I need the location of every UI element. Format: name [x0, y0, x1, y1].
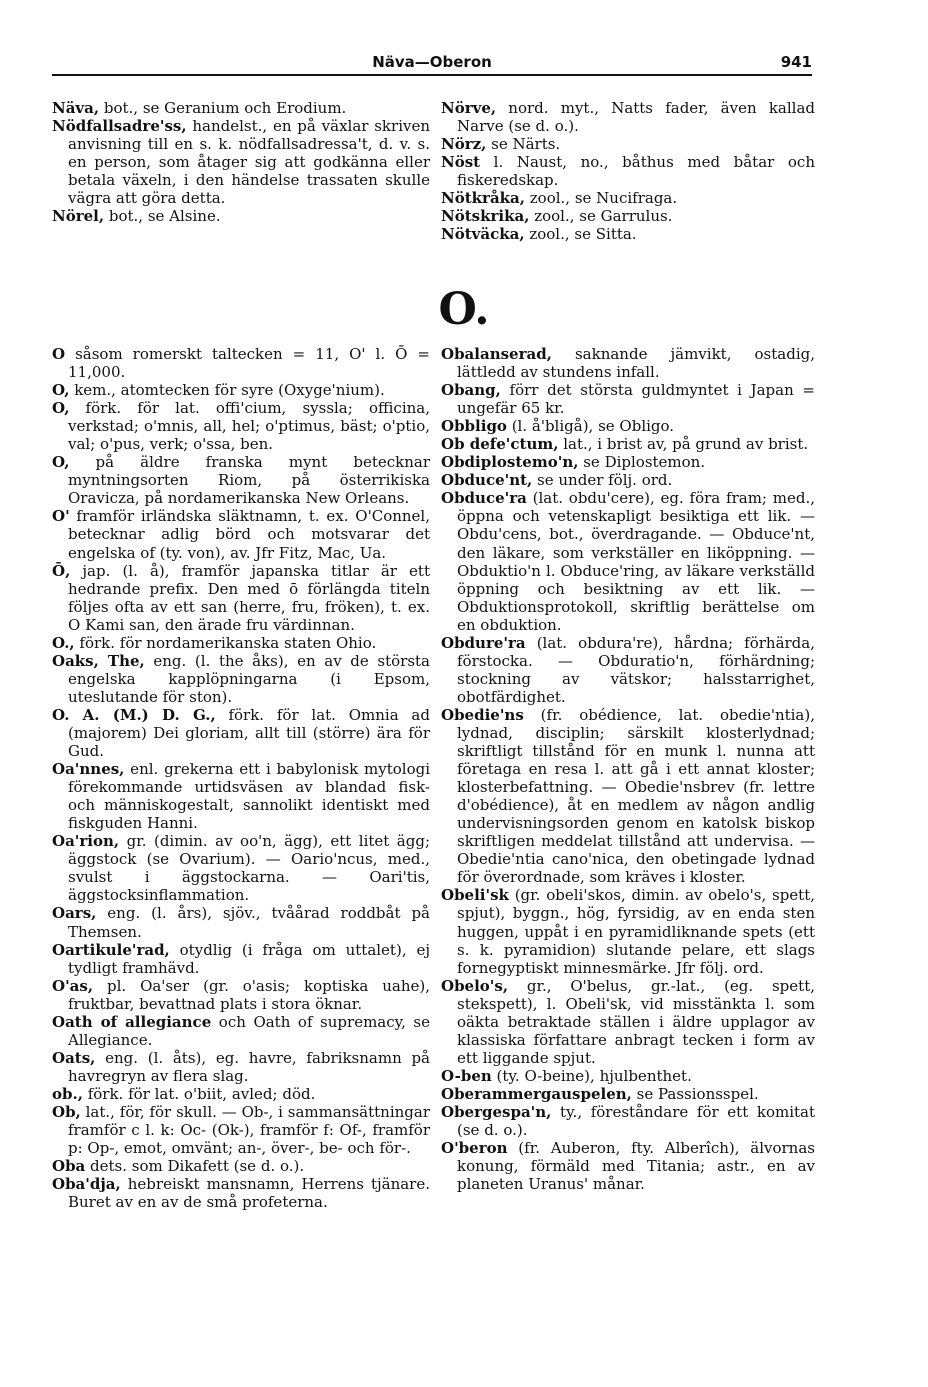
entry-headword: Nötskrika, [441, 207, 530, 226]
dictionary-entry [52, 507, 430, 561]
entry-headword: Näva, [52, 99, 100, 117]
entry-headword: O [52, 345, 66, 363]
entry-definition: bot., se Alsine. [104, 207, 221, 226]
dictionary-entry [441, 977, 815, 1067]
entry-headword: ob., [52, 1084, 83, 1103]
entry-definition: (ty. O-beine), hjulbenthet. [491, 1066, 692, 1085]
entry-definition: och Oath of supremacy, se Allegiance. [68, 1012, 431, 1049]
dictionary-entry [52, 1085, 430, 1103]
dictionary-entry [441, 1139, 815, 1193]
entry-headword: Nötkråka, [441, 189, 525, 208]
dictionary-entry [441, 471, 815, 489]
page-number: 941 [780, 53, 812, 71]
entry-definition: enl. grekerna ett i babylonisk mytologi förekommande urtidsväsen av blandad fisk- och människogestalt, sannolikt identiskt med fiskguden Hanni. [68, 760, 430, 833]
entry-headword: Nötväcka, [441, 225, 525, 244]
dictionary-entry [441, 634, 815, 706]
entry-definition: nord. myt., Natts fader, även kallad Narve (se d. o.). [457, 99, 815, 136]
entry-definition: gr., O'belus, gr.-lat., (eg. spett, stekspett), l. Obeli'sk, vid misstänkta l. som oäkta betraktade ställen i äldre upplagor av klassiska författare anbragt tecken i form av ett liggande spjut. [457, 976, 815, 1067]
dictionary-entry [441, 453, 815, 471]
dictionary-entry [52, 977, 430, 1013]
entry-headword: Oba [52, 1157, 86, 1176]
entry-definition: zool., se Nucifraga. [525, 189, 678, 208]
dictionary-entry [52, 706, 430, 760]
dictionary-entry [52, 652, 430, 706]
main-left-column [52, 345, 430, 1211]
dictionary-entry [441, 1103, 815, 1139]
section-letter: O. [438, 284, 490, 335]
entry-definition: (lat. obdura're), hårdna; förhärda, förstocka. — Obduratio'n, förhärdning; stockning av vätskor; halsstarrighet, obotfärdighet. [457, 633, 815, 706]
dictionary-entry [441, 207, 815, 225]
entry-headword: Nödfallsadre'ss, [52, 117, 187, 136]
entry-headword: Obeli'sk [441, 886, 509, 905]
dictionary-entry [52, 399, 430, 453]
dictionary-entry [441, 345, 815, 381]
dictionary-entry [52, 381, 430, 399]
entry-headword: Oaks, The, [52, 651, 145, 670]
entry-definition: se Diplostemon. [578, 453, 706, 472]
dictionary-entry [52, 1049, 430, 1085]
entry-headword: Oberammergauspelen, [441, 1084, 632, 1103]
entry-definition: förr det största guldmyntet i Japan = ungefär 65 kr. [457, 381, 815, 418]
entry-definition: förk. för lat. o'biit, avled; död. [82, 1084, 316, 1103]
dictionary-entry [52, 941, 430, 977]
entry-definition: framför irländska släktnamn, t. ex. O'Connel, betecknar adlig börd och motsvarar det engelska of (ty. von), av. Jfr Fitz, Mac, Ua. [68, 507, 430, 562]
entry-headword: Obbligo [441, 417, 507, 436]
entry-headword: O, [52, 381, 70, 400]
entry-definition: förk. för lat. Omnia ad (majorem) Dei gloriam, allt till (större) ära för Gud. [68, 705, 430, 761]
entry-definition: förk. för lat. offi'cium, syssla; officina, verkstad; o'mnis, all, hel; o'ptimus, bäst; o'ptio, val; o'pus, verk; o'ssa, ben. [68, 399, 430, 454]
dictionary-entry [441, 489, 815, 633]
dictionary-entry [52, 99, 430, 117]
dictionary-entry [52, 207, 430, 225]
entry-definition: saknande jämvikt, ostadig, lättledd av stundens infall. [457, 345, 815, 382]
entry-definition: (fr. obédience, lat. obedie'ntia), lydnad, disciplin; särskilt klosterlydnad; skriftligt tillstånd för en munk l. nunna att företaga en resa l. att gå i ett annat kloster; klosterbefattning. — Obedie'nsbrev (fr. lettre d'obédience), åt en medlem av någon andlig undervisningsorden genom en katolsk biskop skriftligen meddelat tillstånd att undervisa. — Obedie'ntia cano'nica, den obetingade lydnad för överordnade, som kräves i kloster. [457, 705, 815, 887]
entry-definition: på äldre franska mynt betecknar myntningsorten Riom, på österrikiska Oravicza, på nordamerikanska New Orleans. [68, 453, 430, 508]
entry-headword: Nörel, [52, 207, 105, 226]
dictionary-entry [441, 189, 815, 207]
main-right-column [441, 345, 815, 1193]
dictionary-entry [441, 99, 815, 135]
entry-headword: O, [52, 399, 70, 418]
entry-headword: Obalanserad, [441, 345, 552, 363]
entry-headword: O' [52, 507, 70, 526]
entry-headword: O, [52, 453, 70, 472]
entry-definition: hebreiskt mansnamn, Herrens tjänare. Buret av en av de små profeterna. [68, 1175, 430, 1212]
dictionary-entry [52, 1103, 430, 1157]
dictionary-entry [52, 904, 430, 940]
entry-headword: Oats, [52, 1048, 96, 1067]
entry-definition: bot., se Geranium och Erodium. [99, 99, 347, 117]
dictionary-entry [441, 1067, 815, 1085]
entry-headword: O., [52, 633, 75, 652]
entry-headword: Obang, [441, 381, 501, 400]
dictionary-entry [52, 117, 430, 207]
dictionary-entry [52, 760, 430, 832]
dictionary-entry [52, 453, 430, 507]
entry-definition: dets. som Dikafett (se d. o.). [85, 1157, 305, 1176]
dictionary-entry [441, 135, 815, 153]
entry-definition: zool., se Garrulus. [529, 207, 673, 226]
entry-definition: (gr. obeli'skos, dimin. av obelo's, spett, spjut), byggn., hög, fyrsidig, av en enda sten huggen, uppåt i en pyramidliknande spets (ett s. k. pyramidion) slutande pelare, ett slags fornegyptiskt minnesmärke. Jfr följ. ord. [457, 886, 815, 977]
top-left-column [52, 99, 430, 225]
entry-headword: Nöst [441, 153, 481, 172]
entry-definition: gr. (dimin. av oo'n, ägg), ett litet ägg; äggstock (se Ovarium). — Oario'ncus, med., svulst i äggstockarna. — Oari'tis, äggstocksinflammation. [68, 832, 430, 905]
entry-headword: Oartikule'rad, [52, 940, 170, 959]
section-letter-heading [0, 285, 928, 335]
dictionary-entry [52, 1013, 430, 1049]
running-title: Näva—Oberon [372, 53, 492, 71]
dictionary-entry [52, 634, 430, 652]
entry-headword: O. A. (M.) D. G., [52, 705, 216, 724]
dictionary-entry [441, 225, 815, 243]
entry-definition: jap. (l. å), framför japanska titlar är ett hedrande prefix. Den med ō förlängda titeln följes ofta av ett san (herre, fru, fröken), t. ex. O Kami san, den ärade fru värdinnan. [68, 561, 430, 634]
entry-definition: (fr. Auberon, fty. Alberîch), älvornas konung, förmäld med Titania; astr., en av planeten Uranus' månar. [457, 1139, 815, 1194]
entry-headword: Obdure'ra [441, 633, 526, 652]
dictionary-entry [441, 417, 815, 435]
entry-definition: l. Naust, no., båthus med båtar och fiskeredskap. [457, 153, 815, 190]
entry-definition: se under följ. ord. [532, 471, 673, 490]
entry-headword: Obdiplostemo'n, [441, 453, 579, 472]
entry-headword: O'as, [52, 976, 94, 995]
dictionary-entry [441, 435, 815, 453]
entry-definition: ty., föreståndare för ett komitat (se d. o.). [457, 1102, 815, 1140]
entry-definition: eng. (l. the åks), en av de största engelska kapplöpningarna (i Epsom, uteslutande för ston). [68, 651, 430, 706]
entry-headword: Oa'nnes, [52, 760, 125, 779]
entry-headword: Obedie'ns [441, 705, 524, 724]
entry-definition: otydlig (i fråga om uttalet), ej tydligt framhävd. [68, 940, 430, 977]
dictionary-entry [52, 1175, 430, 1211]
entry-definition: se Passionsspel. [631, 1084, 759, 1103]
entry-headword: O'beron [441, 1139, 508, 1158]
entry-definition: zool., se Sitta. [524, 225, 637, 244]
dictionary-entry [441, 1085, 815, 1103]
dictionary-entry [441, 886, 815, 976]
entry-headword: Obelo's, [441, 976, 509, 995]
page-header [52, 52, 812, 76]
entry-definition: se Närts. [486, 135, 561, 154]
entry-definition: såsom romerskt taltecken = 11, O' l. Ō = 11,000. [65, 345, 430, 382]
top-right-column [441, 99, 815, 243]
entry-definition: lat., i brist av, på grund av brist. [558, 435, 809, 454]
entry-definition: förk. för nordamerikanska staten Ohio. [74, 633, 377, 652]
entry-headword: Obergespa'n, [441, 1102, 552, 1121]
dictionary-entry [52, 562, 430, 634]
dictionary-entry [441, 381, 815, 417]
entry-definition: (l. å'bligå), se Obligo. [506, 417, 675, 436]
dictionary-entry [52, 345, 430, 381]
entry-headword: Oba'dja, [52, 1175, 121, 1194]
entry-headword: Ob defe'ctum, [441, 435, 559, 454]
entry-headword: Oa'rion, [52, 832, 120, 851]
entry-definition: (lat. obdu'cere), eg. föra fram; med., öppna och vetenskapligt besiktiga ett lik. — Obdu'cens, bot., överdragande. — Obduce'nt, den läkare, som verkställer en liköppning. — Obduktio'n l. Obduce'ring, av läkare verkställd öppning och besiktning av ett lik. — Obduktionsprotokoll, skriftlig berättelse om en obduktion. [457, 489, 815, 634]
dictionary-entry [52, 832, 430, 904]
entry-headword: Ob, [52, 1102, 81, 1121]
entry-headword: O-ben [441, 1066, 492, 1085]
entry-headword: Obduce'nt, [441, 471, 533, 490]
entry-definition: lat., för, för skull. — Ob-, i sammansättningar framför c l. k: Oc- (Ok-), framför f: Of-, framför p: Op-, emot, omvänt; an-, över-, be- och för-. [68, 1102, 430, 1158]
entry-headword: Nörve, [441, 99, 497, 117]
entry-definition: pl. Oa'ser (gr. o'asis; koptiska uahe), fruktbar, bevattnad plats i stora öknar. [68, 976, 430, 1013]
entry-headword: Oars, [52, 904, 97, 923]
dictionary-entry [441, 153, 815, 189]
entry-definition: handelst., en på växlar skriven anvisning till en s. k. nödfallsadressa't, d. v. s. en person, som åtager sig att godkänna eller betala växeln, i den händelse trassaten skulle vägra att göra detta. [68, 117, 430, 208]
entry-definition: eng. (l. åts), eg. havre, fabriksnamn på havregryn av flera slag. [68, 1048, 430, 1085]
entry-headword: Obduce'ra [441, 489, 527, 508]
entry-definition: eng. (l. års), sjöv., tvåårad roddbåt på Themsen. [68, 904, 430, 941]
entry-headword: Ō, [52, 561, 71, 580]
dictionary-entry [52, 1157, 430, 1175]
entry-headword: Nörz, [441, 135, 487, 154]
dictionary-entry [441, 706, 815, 886]
entry-headword: Oath of allegiance [52, 1012, 212, 1031]
entry-definition: kem., atomtecken för syre (Oxyge'nium). [69, 381, 385, 400]
